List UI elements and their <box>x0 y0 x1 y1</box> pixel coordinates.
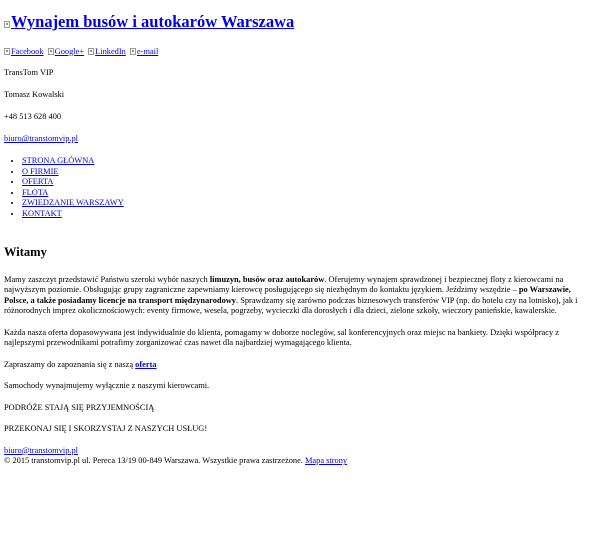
contact-person: Tomasz Kowalski <box>4 90 65 100</box>
nav-item-offer <box>22 177 596 188</box>
company-name: TransTom VIP <box>4 68 54 78</box>
page-heading: Witamy <box>4 245 47 260</box>
contact-email-link[interactable]: biuro@transtomvip.pl <box>4 134 79 144</box>
linkedin-icon <box>88 48 94 55</box>
copyright: © 2015 transtomvip.pl ul. Pereca 13/19 00-849 Warszawa. Wszystkie prawa zastrzeżone. Mapa strony <box>4 456 348 466</box>
email-icon-link[interactable]: e-mail <box>130 47 158 56</box>
nav-item-home <box>22 156 596 167</box>
linkedin-link[interactable]: LinkedIn <box>88 47 126 56</box>
nav-item-about <box>22 167 596 178</box>
site-footer <box>4 446 596 467</box>
facebook-icon <box>4 48 10 55</box>
offer-paragraph: Każda nasza oferta dopasowywana jest indywidualnie do klienta, pomagamy w doborze noclegów, sal konferencyjnych oraz miejsc na bankiety. Dzięki współpracy z najlepszymi przewodnikami potrafimy zorganizować czas nawet dla najbardziej wymagającego klienta. <box>4 327 559 348</box>
nav-item-contact <box>22 209 596 220</box>
nav-item-sightseeing <box>22 198 596 209</box>
googleplus-link[interactable]: Google+ <box>48 47 84 56</box>
logo-alt-text: Wynajem busów i autokarów Warszawa <box>11 12 295 31</box>
slogan-2: PRZEKONAJ SIĘ I SKORZYSTAJ Z NASZYCH USŁUG! <box>4 424 208 434</box>
drivers-paragraph: Samochody wynajmujemy wyłącznie z naszymi kierowcami. <box>4 381 210 391</box>
contact-block <box>4 68 596 145</box>
social-links <box>4 47 596 58</box>
broken-image-icon <box>4 21 10 28</box>
nav-link-offer[interactable]: OFERTA <box>22 177 54 187</box>
nav-link-about[interactable]: O FIRMIE <box>22 166 59 176</box>
footer-email-link[interactable]: biuro@transtomvip.pl <box>4 445 79 455</box>
email-icon <box>130 48 136 55</box>
facebook-link[interactable]: Facebook <box>4 47 44 56</box>
logo-link[interactable] <box>4 12 294 33</box>
slogan-1: PODRÓŻE STAJĄ SIĘ PRZYJEMNOŚCIĄ <box>4 402 155 412</box>
googleplus-icon <box>48 48 54 55</box>
nav-link-fleet[interactable]: FLOTA <box>22 187 49 197</box>
nav-link-contact[interactable]: KONTAKT <box>22 208 62 218</box>
site-header <box>4 12 596 33</box>
main-content <box>4 245 596 435</box>
sitemap-link[interactable]: Mapa strony <box>304 456 348 466</box>
offer-link[interactable]: oferta <box>135 359 157 369</box>
intro-paragraph: Mamy zaszczyt przedstawić Państwu szeroki wybór naszych limuzyn, busów oraz autokarów. Oferujemy wynajem sprawdzonej i bezpiecznej floty z kierowcami na najwyższym poziomie. Obsługując grupy zagraniczne zapewniamy kierowcę posługującego się niezbędnym do kontaktu językiem. Jeździmy wszędzie – po Warszawie, Polsce, a także posiadamy licencje na transport międzynarodowy. Sprawdzamy się zarówno podczas biznesowych transferów VIP (np. do hotelu czy na lotnisko), jak i różnorodnych imprez okolicznościowych: eventy firmowe, wesela, pogrzeby, wycieczki dla dorosłych i dla dzieci, zielone szkoły, wieczory panieńskie, kawalerskie. <box>4 274 578 316</box>
main-nav <box>4 156 596 219</box>
nav-link-sightseeing[interactable]: ZWIEDZANIE WARSZAWY <box>22 198 124 208</box>
invite-paragraph: Zapraszamy do zapoznania się z naszą oferta <box>4 359 157 369</box>
nav-item-fleet <box>22 188 596 199</box>
nav-link-home[interactable]: STRONA GŁÓWNA <box>22 156 95 166</box>
phone-number: +48 513 628 400 <box>4 112 62 122</box>
